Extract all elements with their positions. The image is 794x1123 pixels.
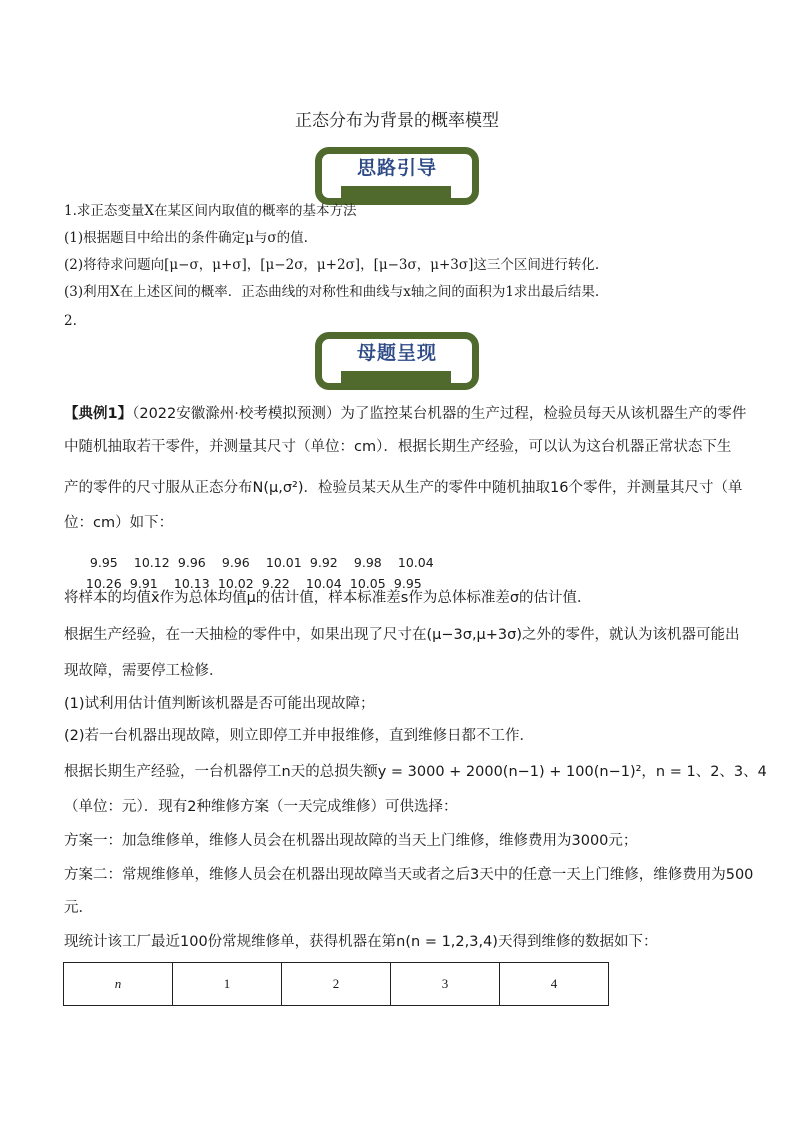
example-text-7: 现故障，需要停工检修． [64, 663, 224, 679]
method-step-2: (2)将待求问题向[μ−σ，μ+σ]，[μ−2σ，μ+2σ]，[μ−3σ，μ+3σ]这三个区间进行转化. [64, 257, 600, 273]
example-text-6: 根据生产经验，在一天抽检的零件中，如果出现了尺寸在(μ−3σ,μ+3σ)之外的零件，就认为该机器可能出 [64, 627, 740, 643]
banner-label: 思路引导 [356, 157, 437, 179]
section-banner-guide [311, 145, 481, 205]
data-value: 10.05 [349, 576, 386, 591]
data-value: 10.02 [217, 576, 254, 591]
page-title: 正态分布为背景的概率模型 [295, 111, 499, 131]
data-value: 10.01 [265, 555, 302, 570]
example-text-5: 将样本的均值x̄作为总体均值μ的估计值，样本标准差s作为总体标准差σ的估计值． [64, 590, 592, 606]
plan-2-line-1: 方案二：常规维修单，维修人员会在机器出现故障当天或者之后3天中的任意一天上门维修，维修费用为500 [64, 867, 754, 883]
data-value: 10.26 [85, 576, 122, 591]
data-value: 9.91 [129, 576, 158, 591]
example-text-8: 根据长期生产经验，一台机器停工n天的总损失额y = 3000 + 2000(n−1) + 100(n−1)²，n = 1、2、3、4 [64, 764, 767, 780]
question-1: (1)试利用估计值判断该机器是否可能出现故障； [64, 696, 375, 712]
plan-1: 方案一：加急维修单，维修人员会在机器出现故障的当天上门维修，维修费用为3000元； [64, 833, 638, 849]
example-text-1: 为了监控某台机器的生产过程，检验员每天从该机器生产的零件 [340, 406, 747, 422]
plan-2-line-2: 元． [64, 900, 93, 916]
example-text-2: 中随机抽取若干零件，并测量其尺寸（单位：cm）．根据长期生产经验，可以认为这台机器正常状态下生 [64, 439, 732, 455]
repair-days-table [63, 962, 609, 1006]
banner-label: 母题呈现 [356, 342, 437, 364]
method-step-3: (3)利用X在上述区间的概率．正态曲线的对称性和曲线与x轴之间的面积为1求出最后结果. [64, 284, 600, 300]
data-value: 9.96 [177, 555, 206, 570]
data-value: 9.22 [261, 576, 290, 591]
data-value: 10.04 [397, 555, 434, 570]
section-banner-problem [311, 330, 481, 390]
example-source: （2022安徽滁州·校考模拟预测） [132, 406, 341, 422]
method-step-1: (1)根据题目中给出的条件确定μ与σ的值. [64, 230, 308, 246]
data-value: 10.04 [305, 576, 342, 591]
table-cell: 4 [500, 963, 609, 1006]
method-heading: 1.求正态变量X在某区间内取值的概率的基本方法 [64, 203, 357, 219]
table-cell: 1 [173, 963, 282, 1006]
example-text-9: （单位：元）．现有2种维修方案（一天完成维修）可供选择： [64, 799, 458, 815]
example-text-10: 现统计该工厂最近100份常规维修单，获得机器在第n(n = 1,2,3,4)天得到维修的数据如下： [64, 934, 658, 950]
banner-bar [341, 186, 451, 201]
table-cell: 2 [282, 963, 391, 1006]
table-cell: n [64, 963, 173, 1006]
method-item-2: 2. [64, 313, 77, 329]
example-text-3: 产的零件的尺寸服从正态分布N(μ,σ²)．检验员某天从生产的零件中随机抽取16个零件，并测量其尺寸（单 [64, 480, 743, 496]
data-value: 9.95 [89, 555, 118, 570]
example-tag: 【典例1】 [64, 406, 133, 422]
banner-bar [341, 371, 451, 386]
example-intro [64, 404, 746, 424]
data-value: 10.13 [173, 576, 210, 591]
data-value: 9.98 [353, 555, 382, 570]
question-2: (2)若一台机器出现故障，则立即停工并申报维修，直到维修日都不工作． [64, 728, 535, 744]
example-text-4: 位：cm）如下： [64, 515, 174, 531]
data-value: 9.92 [309, 555, 338, 570]
table-row [64, 963, 609, 1006]
data-value: 10.12 [133, 555, 170, 570]
table-cell: 3 [391, 963, 500, 1006]
data-value: 9.95 [393, 576, 422, 591]
data-value: 9.96 [221, 555, 250, 570]
